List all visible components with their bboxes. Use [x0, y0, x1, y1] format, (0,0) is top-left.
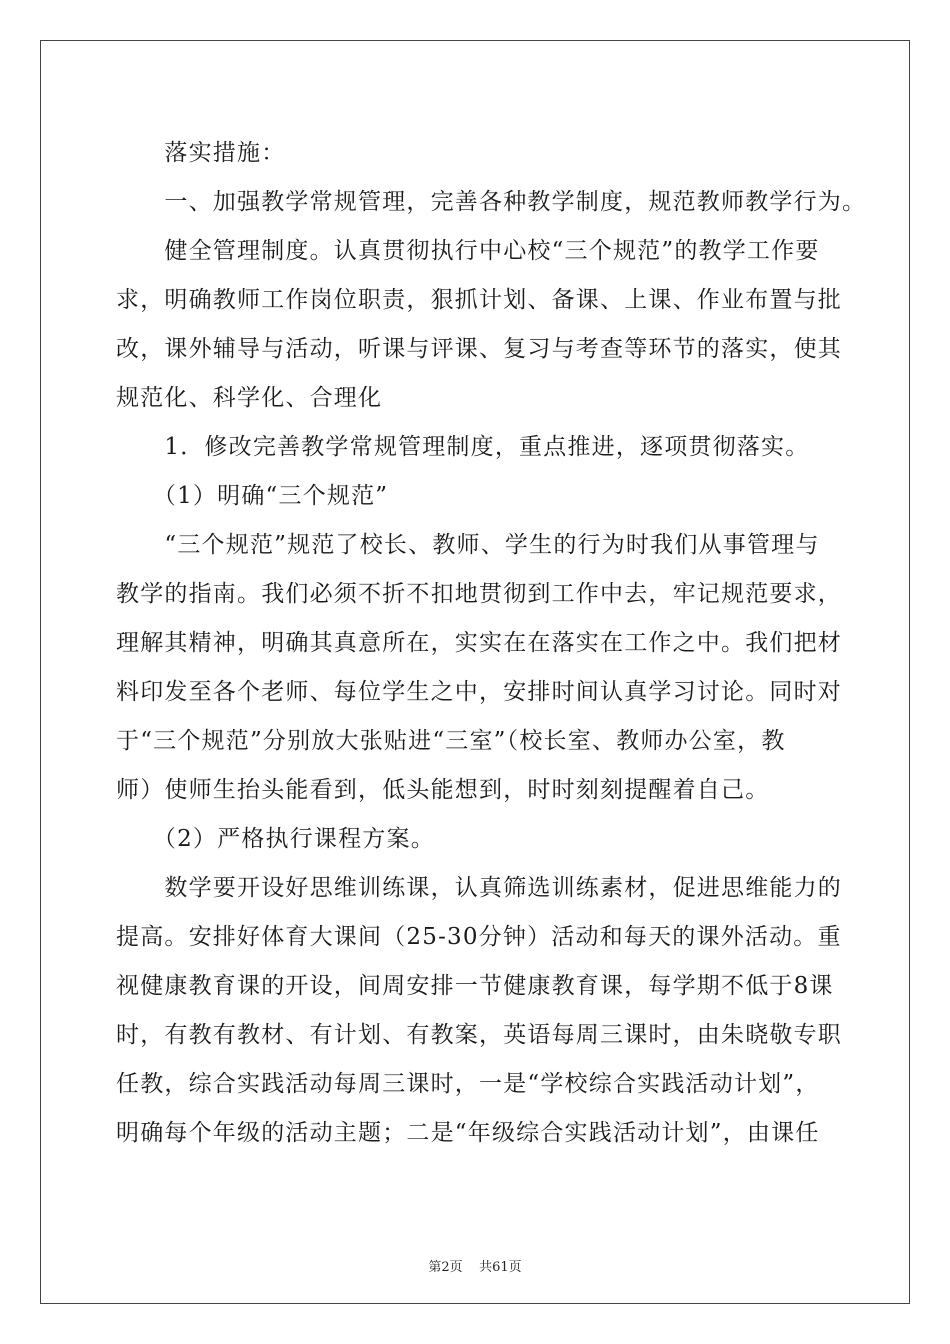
- paragraph-line: 提高。安排好体育大课间（25-30分钟）活动和每天的课外活动。重: [116, 924, 842, 950]
- paragraph-line: 料印发至各个老师、每位学生之中，安排时间认真学习讨论。同时对: [116, 679, 842, 705]
- paragraph-line: 健全管理制度。认真贯彻执行中心校“三个规范”的教学工作要: [116, 238, 820, 264]
- paragraph-line: 明确每个年级的活动主题；二是“年级综合实践活动计划”，由课任: [116, 1120, 820, 1146]
- paragraph-line: 求，明确教师工作岗位职责，狠抓计划、备课、上课、作业布置与批: [116, 287, 842, 313]
- paragraph-line: 改，课外辅导与活动，听课与评课、复习与考查等环节的落实，使其: [116, 336, 842, 362]
- paragraph-line: 理解其精神，明确其真意所在，实实在在落实在工作之中。我们把材: [116, 630, 842, 656]
- paragraph-line: 一、加强教学常规管理，完善各种教学制度，规范教师教学行为。: [116, 189, 867, 215]
- paragraph-line: 任教，综合实践活动每周三课时，一是“学校综合实践活动计划”，: [116, 1071, 820, 1097]
- paragraph-line: 落实措施：: [116, 140, 286, 166]
- page-total: 共61页: [479, 1260, 522, 1275]
- paragraph-line: （2）严格执行课程方案。: [116, 826, 435, 852]
- paragraph-line: 于“三个规范”分别放大张贴进“三室”（校长室、教师办公室，教: [116, 728, 786, 754]
- paragraph-line: “三个规范”规范了校长、教师、学生的行为时我们从事管理与: [116, 532, 820, 558]
- page-border: [40, 40, 910, 1304]
- page-footer: [0, 1256, 950, 1275]
- paragraph-line: 1．修改完善教学常规管理制度，重点推进，逐项贯彻落实。: [116, 434, 810, 460]
- paragraph-line: 教学的指南。我们必须不折不扣地贯彻到工作中去，牢记规范要求，: [116, 581, 842, 607]
- paragraph-line: 师）使师生抬头能看到，低头能想到，时时刻刻提醒着自己。: [116, 777, 770, 803]
- paragraph-line: 视健康教育课的开设，间周安排一节健康教育课，每学期不低于8课: [116, 973, 834, 999]
- paragraph-line: （1）明确“三个规范”: [116, 483, 389, 509]
- paragraph-line: 时，有教有教材、有计划、有教案，英语每周三课时，由朱晓敬专职: [116, 1022, 842, 1048]
- paragraph-line: 数学要开设好思维训练课，认真筛选训练素材，促进思维能力的: [116, 875, 842, 901]
- paragraph-line: 规范化、科学化、合理化: [116, 385, 383, 411]
- page-number: 第2页: [428, 1260, 463, 1275]
